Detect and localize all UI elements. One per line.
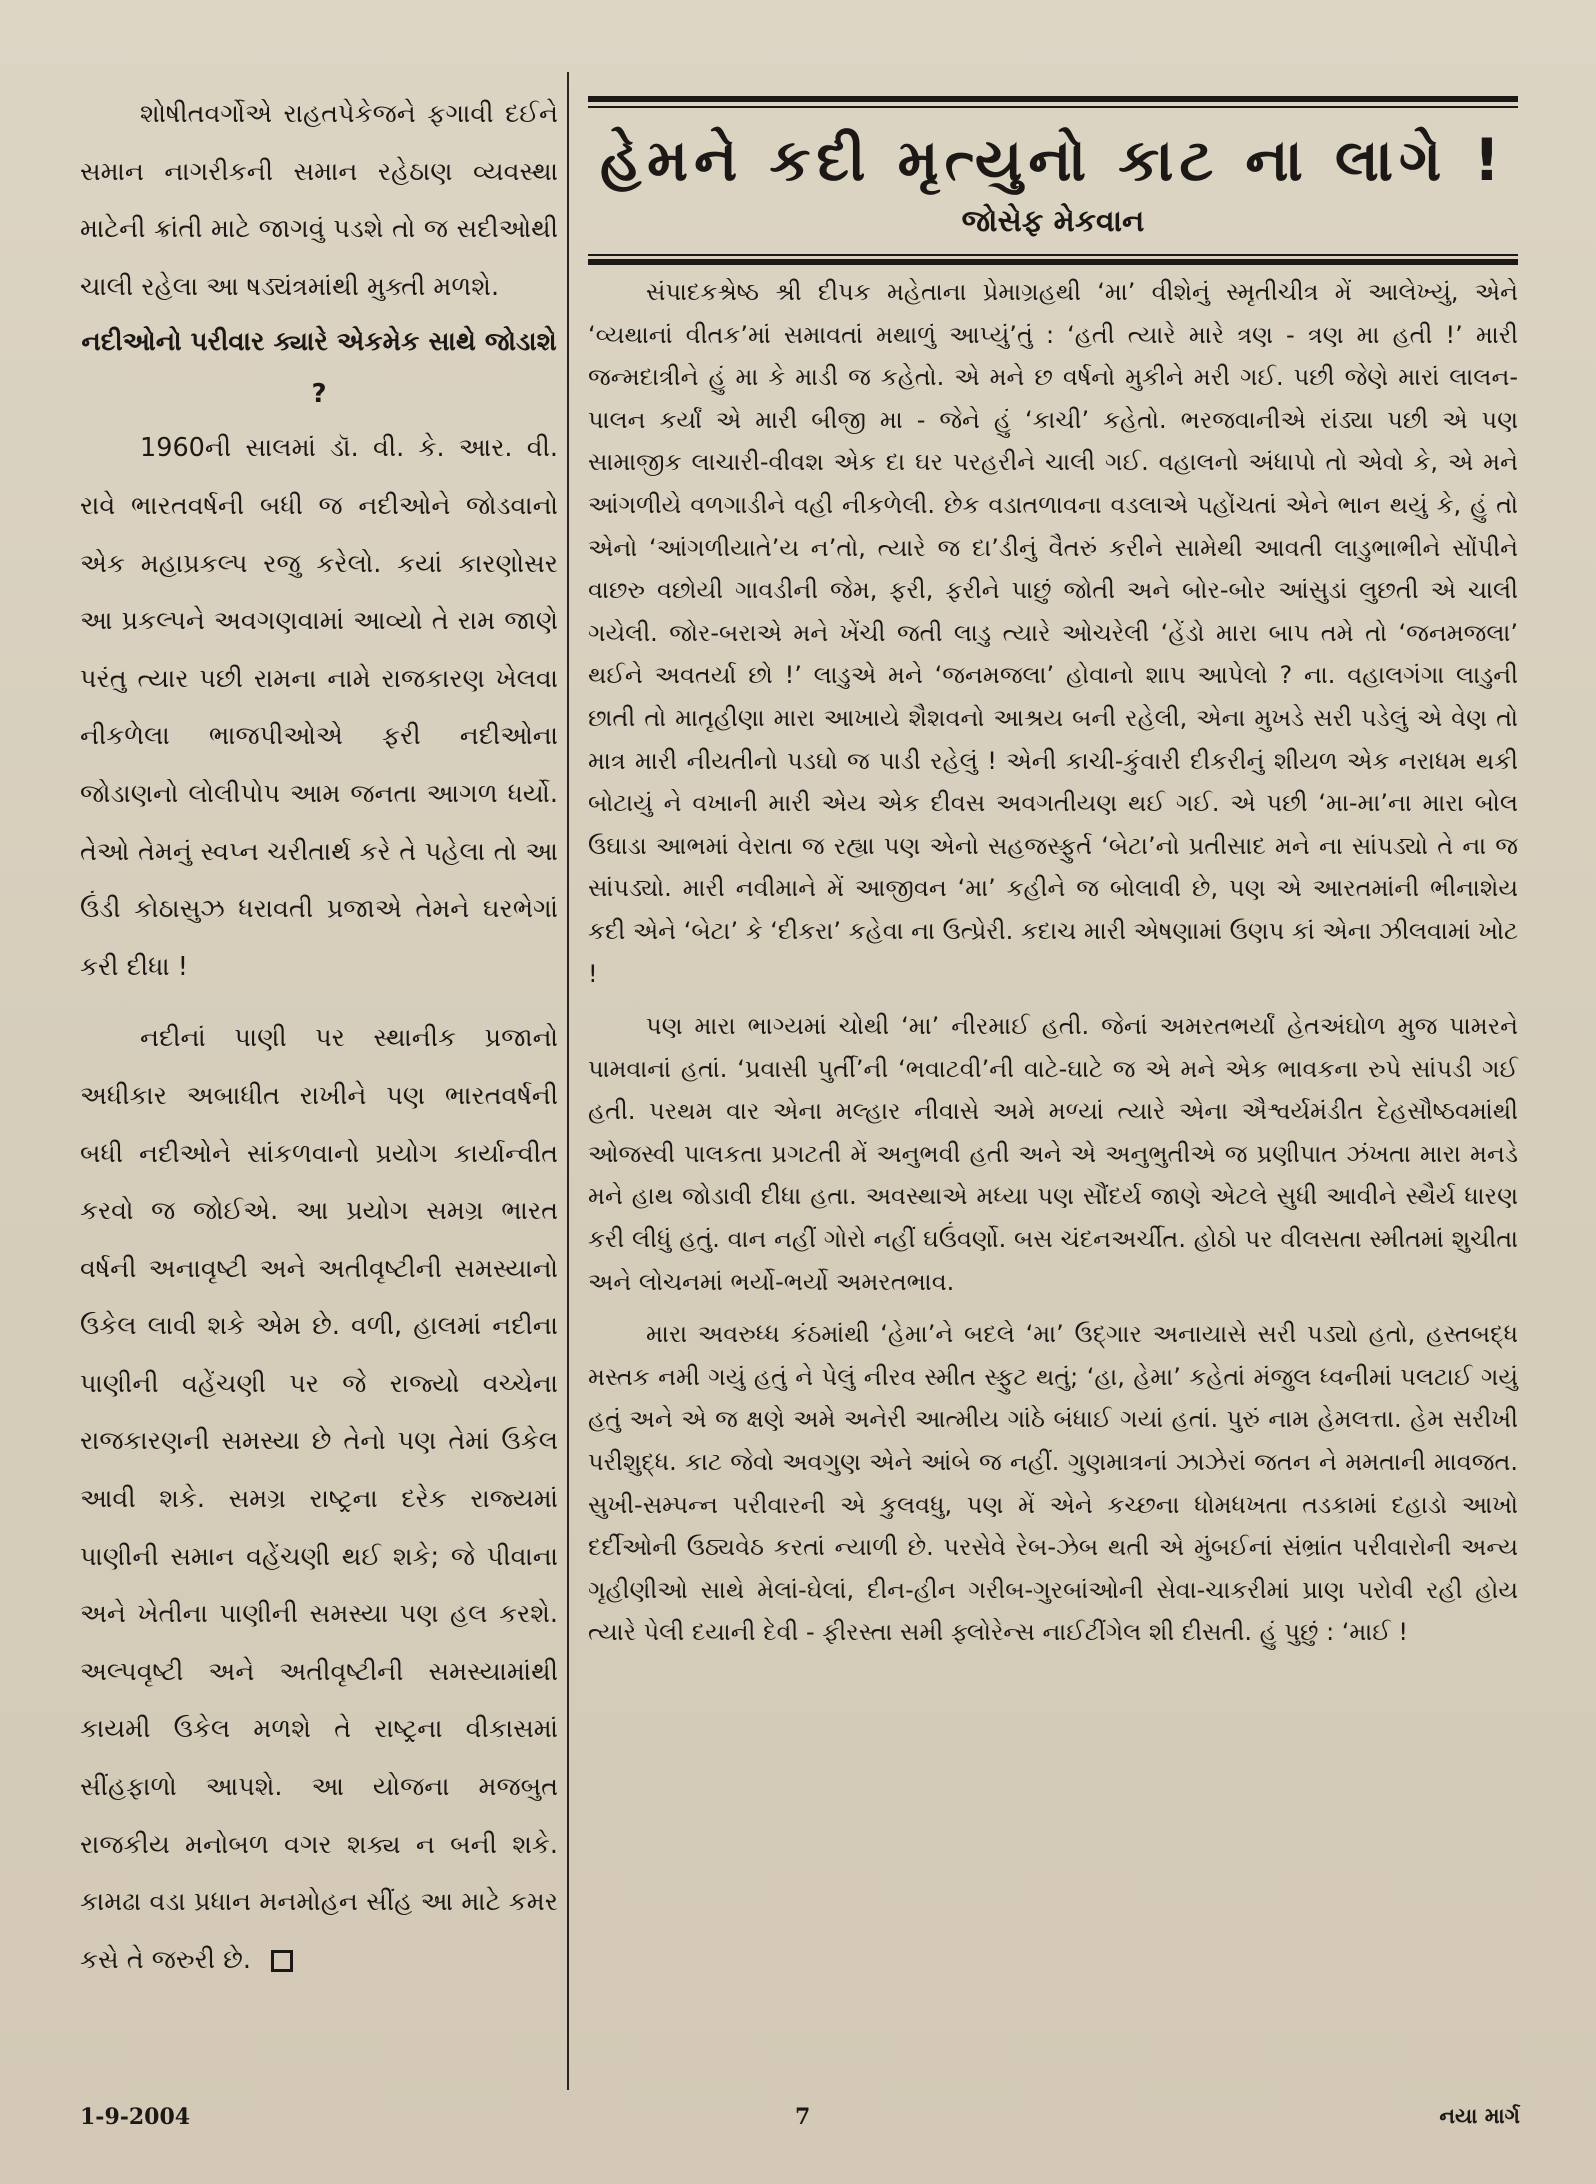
article-body (588, 271, 1518, 1654)
left-section-heading: નદીઓનો પરીવાર ક્યારે એકમેક સાથે જોડાશે ? (81, 327, 557, 410)
left-paragraph-1: શોષીતવર્ગોએ રાહતપેકેજને ફગાવી દઈને સમાન નાગરીકની સમાન રહેઠાણ વ્યવસ્થા માટેની ક્રાંતી માટે જાગવું પડશે તો જ સદીઓથી ચાલી રહેલા આ ષડ્યંત્રમાંથી મુક્તી મળશે. (80, 99, 558, 302)
article-title: હેમને કદી મૃત્યુનો કાટ ના લાગે ! (599, 126, 1507, 194)
left-column (80, 86, 558, 2086)
article-column (588, 96, 1518, 1654)
page-footer (80, 2104, 1520, 2144)
page-number: 7 (795, 2104, 811, 2130)
end-of-article-box-icon (271, 1950, 293, 1972)
article-paragraph-2: પણ મારા ભાગ્યમાં ચોથી ‘મા’ નીરમાઈ હતી. જેનાં અમરતભર્યાં હેતઅંઘોળ મુજ પામરને પામવાનાં હતાં. ‘પ્રવાસી પુર્તી’ની ‘ભવાટવી’ની વાટે-ઘાટે જ એ મને એક ભાવકના રુપે સાંપડી ગઈ હતી. પરથમ વાર એના મલ્હાર નીવાસે અમે મળ્યાં ત્યારે એના ઐશ્વર્યમંડીત દેહસૌષ્ઠવમાંથી ઓજસ્વી પાલકતા પ્રગટતી મેં અનુભવી હતી અને એ અનુભુતીએ જ પ્રણીપાત ઝંખતા મારા મનડે મને હાથ જોડાવી દીધા હતા. અવસ્થાએ મધ્યા પણ સૌંદર્ય જાણે એટલે સુધી આવીને સ્થૈર્ય ધારણ કરી લીધું હતું. વાન નહીં ગોરો નહીં ઘઉંવર્ણો. બસ ચંદનઅર્ચીત. હોઠો પર વીલસતા સ્મીતમાં શુચીતા અને લોચનમાં ભર્યો-ભર્યો અમરતભાવ. (588, 1012, 1518, 1296)
title-rule-bottom-thin (588, 254, 1518, 256)
magazine-name: નયા માર્ગ (1439, 2104, 1520, 2128)
left-paragraph-2: 1960ની સાલમાં ડૉ. વી. કે. આર. વી. રાવે ભારતવર્ષની બધી જ નદીઓને જોડવાનો એક મહાપ્રકલ્પ રજુ કરેલો. કયાં કારણોસર આ પ્રકલ્પને અવગણવામાં આવ્યો તે રામ જાણે પરંતુ ત્યાર પછી રામના નામે રાજકારણ ખેલવા નીકળેલા ભાજપીઓએ ફરી નદીઓના જોડાણનો લોલીપોપ આમ જનતા આગળ ધર્યો. તેઓ તેમનું સ્વપ્ન ચરીતાર્થ કરે તે પહેલા તો આ ઉંડી કોઠાસુઝ ધરાવતી પ્રજાએ તેમને ઘરભેગાં કરી દીધા ! (80, 433, 558, 982)
article-author: જોસેફ મેકવાન (961, 204, 1145, 239)
title-rule-bottom (588, 259, 1518, 265)
title-rule-top (588, 96, 1518, 102)
article-paragraph-3: મારા અવરુધ્ધ કંઠમાંથી ‘હેમા’ને બદલે ‘મા’ ઉદ્ગાર અનાયાસે સરી પડ્યો હતો, હસ્તબદ્ધ મસ્તક નમી ગયું હતું ને પેલું નીરવ સ્મીત સ્ફુટ થતું; ‘હા, હેમા’ કહેતાં મંજુલ ધ્વનીમાં પલટાઈ ગયું હતું અને એ જ ક્ષણે અમે અનેરી આત્મીય ગાંઠે બંધાઈ ગયાં હતાં. પુરું નામ હેમલત્તા. હેમ સરીખી પરીશુદ્ધ. કાટ જેવો અવગુણ એને આંબે જ નહીં. ગુણમાત્રનાં ઝાઝેરાં જતન ને મમતાની માવજત. સુખી-સમ્પન્ન પરીવારની એ કુલવધુ, પણ મેં એને કચ્છના ધોમધખતા તડકામાં દહાડો આખો દર્દીઓની ઉઠ્યવેઠ કરતાં ન્યાળી છે. પરસેવે રેબ-ઝેબ થતી એ મુંબઈનાં સંભ્રાંત પરીવારોની અન્ય ગૃહીણીઓ સાથે મેલાં-ઘેલાં, દીન-હીન ગરીબ-ગુરબાંઓની સેવા-ચાકરીમાં પ્રાણ પરોવી રહી હોય ત્યારે પેલી દયાની દેવી - ફીરસ્તા સમી ફ્લોરેન્સ નાઈટીંગેલ શી દીસતી. હું પુછું : ‘માઈ ! (588, 1320, 1518, 1647)
left-paragraph-3 (80, 1010, 558, 1989)
column-divider (567, 72, 569, 2090)
issue-date: 1-9-2004 (80, 2104, 191, 2130)
article-paragraph-1: સંપાદકશ્રેષ્ઠ શ્રી દીપક મહેતાના પ્રેમાગ્રહથી ‘મા’ વીશેનું સ્મૃતીચીત્ર મેં આલેખ્યું, એને ‘વ્યથાનાં વીતક’માં સમાવતાં મથાળું આપ્યું’તું : ‘હતી ત્યારે મારે ત્રણ - ત્રણ મા હતી !’ મારી જન્મદાત્રીને હું મા કે માડી જ કહેતો. એ મને છ વર્ષનો મુકીને મરી ગઈ. પછી જેણે મારાં લાલન-પાલન કર્યાં એ મારી બીજી મા - જેને હું ‘કાચી’ કહેતો. ભરજવાનીએ રાંડ્યા પછી એ પણ સામાજીક લાચારી-વીવશ એક દા ઘર પરહરીને ચાલી ગઈ. વહાલનો અંધાપો તો એવો કે, એ મને આંગળીયે વળગાડીને વહી નીકળેલી. છેક વડાતળાવના વડલાએ પહોંચતાં એને ભાન થયું કે, હું તો એનો ‘આંગળીયાતે’ય ન’તો, ત્યારે જ દા’ડીનું વૈતરું કરીને સામેથી આવતી લાડુભાભીને સોંપીને વાછરુ વછોયી ગાવડીની જેમ, ફરી, ફરીને પાછું જોતી અને બોર-બોર આંસુડાં લુછતી એ ચાલી ગયેલી. જોર-બરાએ મને ખેંચી જતી લાડુ ત્યારે ઓચરેલી ‘હેંડો મારા બાપ તમે તો ‘જનમજલા’ થઈને અવતર્યા છો !’ લાડુએ મને ‘જનમજલા’ હોવાનો શાપ આપેલો ? ના. વહાલગંગા લાડુની છાતી તો માતૃહીણા મારા આખાયે શૈશવનો આશ્રય બની રહેલી, એના મુખડે સરી પડેલું એ વેણ તો માત્ર મારી નીયતીનો પડઘો જ પાડી રહેલું ! એની કાચી-કુંવારી દીકરીનું શીયળ એક નરાધમ થકી બોટાયું ને વખાની મારી એય એક દીવસ અવગતીયણ થઈ ગઈ. એ પછી ‘મા-મા’ના મારા બોલ ઉઘાડા આભમાં વેરાતા જ રહ્યા પણ એનો સહજસ્ફુર્ત ‘બેટા’નો પ્રતીસાદ મને ના સાંપડ્યો તે ના જ સાંપડ્યો. મારી નવીમાને મેં આજીવન ‘મા’ કહીને જ બોલાવી છે, પણ એ આરતમાંની ભીનાશેય કદી એને ‘બેટા’ કે ‘દીકરા’ કહેવા ના ઉત્પ્રેરી. કદાચ મારી એષણામાં ઉણપ કાં એના ઝીલવામાં ખોટ ! (588, 278, 1518, 988)
left-paragraph-3-text: નદીનાં પાણી પર સ્થાનીક પ્રજાનો અધીકાર અબાધીત રાખીને પણ ભારતવર્ષની બધી નદીઓને સાંકળવાનો પ્રયોગ કાર્યાન્વીત કરવો જ જોઈએ. આ પ્રયોગ સમગ્ર ભારત વર્ષની અનાવૃષ્ટી અને અતીવૃષ્ટીની સમસ્યાનો ઉકેલ લાવી શકે એમ છે. વળી, હાલમાં નદીના પાણીની વહેંચણી પર જે રાજ્યો વચ્ચેના રાજકારણની સમસ્યા છે તેનો પણ તેમાં ઉકેલ આવી શકે. સમગ્ર રાષ્ટ્રના દરેક રાજ્યમાં પાણીની સમાન વહેંચણી થઈ શકે; જે પીવાના અને ખેતીના પાણીની સમસ્યા પણ હલ કરશે. અલ્પવૃષ્ટી અને અતીવૃષ્ટીની સમસ્યામાંથી કાયમી ઉકેલ મળશે તે રાષ્ટ્રના વીકાસમાં સીંહફાળો આપશે. આ યોજના મજબુત રાજકીય મનોબળ વગર શક્ય ન બની શકે. કામઢા વડા પ્રધાન મનમોહન સીંહ આ માટે કમર કસે તે જરુરી છે. (80, 1023, 558, 1975)
title-rule-top-thin (588, 106, 1518, 108)
